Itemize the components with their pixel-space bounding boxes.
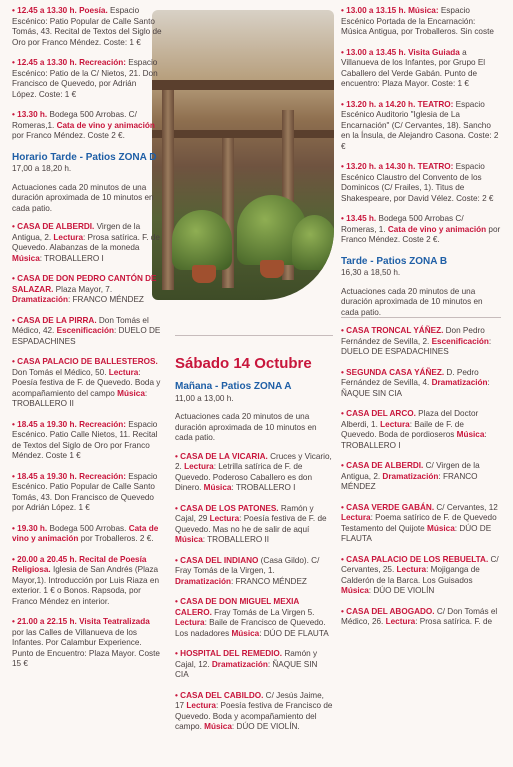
bullet-icon: • — [175, 690, 181, 700]
performance-type: Lectura — [380, 419, 410, 429]
patio-name: CASA DE DON PEDRO CANTÓN DE SALAZAR. — [12, 274, 157, 294]
plant — [172, 210, 232, 270]
bullet-icon: • — [12, 617, 18, 627]
section-hours: 16,30 a 18,50 h. — [341, 268, 401, 278]
music-text: : TROBALLERO I — [341, 430, 487, 450]
patio-name: HOSPITAL DEL REMEDIO. — [180, 649, 283, 659]
entry-tail: por Franco Méndez. Coste 2 €. — [12, 131, 125, 140]
entry-label: Visita Guiada — [408, 47, 460, 57]
bullet-icon: • — [175, 555, 181, 565]
schedule-entry — [341, 100, 501, 153]
entry-time: 13.20 h. a 14.20 h. — [346, 99, 416, 109]
entry-time: 12.45 a 13.30 h. — [17, 6, 77, 15]
music-label: Música — [203, 483, 232, 493]
schedule-entry — [341, 6, 501, 38]
section-hours: 17,00 a 18,20 h. — [12, 164, 72, 174]
patio-name: CASA DE ALBERDI. — [346, 461, 424, 471]
middle-column — [175, 354, 333, 743]
patio-entry — [175, 691, 333, 733]
music-text: : DÚO DE VIOLÍN. — [231, 722, 300, 732]
entry-highlight: Cata de vino y animación — [56, 120, 155, 130]
performance-type: Dramatización — [175, 576, 231, 586]
performance-type: Lectura — [209, 514, 240, 524]
section-intro: Actuaciones cada 20 minutos de una duración aproximada de 10 minutos en cada patio. — [341, 286, 483, 317]
entry-text: Iglesia de San Andrés (Plaza Mayor,1). Introducción por Luis Riaza en exterior. 1 € o Bonos. Rapsoda, por Franco Méndez en interior. — [12, 565, 159, 606]
patio-address: C/ Virgen de la Antigua, 2. — [341, 461, 480, 481]
balcony-beam — [152, 130, 334, 138]
patio-address: C/ Don Tomás el Médico, 26. — [341, 606, 498, 627]
entry-highlight: Cata de vino y animación — [12, 523, 159, 544]
entry-time: 19.30 h. — [17, 523, 48, 533]
music-text: : TROBALLERO I — [39, 253, 104, 263]
performance-type: Lectura — [186, 701, 216, 711]
patio-entry — [341, 409, 501, 451]
plant — [292, 215, 334, 270]
performance-text: : FRANCO MÉNDEZ — [341, 471, 478, 492]
patio-name: CASA DEL INDIANO — [180, 555, 259, 565]
bullet-icon: • — [341, 162, 347, 171]
patio-address: Don Tomás el Médico, 50. — [12, 367, 109, 377]
entry-text: Espacio Escénico Portada de la Encarnación: Música Antigua, por Troballeros. Sin coste — [341, 6, 494, 36]
bullet-icon: • — [12, 315, 18, 325]
performance-type: Dramatización — [211, 659, 268, 669]
divider — [175, 335, 333, 336]
performance-text: : Poesía festiva de F. de Quevedo. Mas no he de salir de aquí — [175, 514, 327, 534]
patio-address: Ramón y Cajal, 29 — [175, 503, 314, 524]
entry-text: Espacio Escénico Claustro del Convento de los Dominicos (C/ Frailes, 1). Titus de Shakespeare, por David Vélez. Coste: 2 € — [341, 162, 494, 203]
entry-label: Recital de Poesía Religiosa. — [12, 554, 147, 575]
entry-tail: por Troballeros. 2 €. — [78, 534, 154, 544]
entry-time: 18.45 a 19.30 h. — [17, 471, 77, 481]
entry-highlight: Cata de vino y animación — [387, 224, 487, 234]
left-column — [12, 6, 162, 680]
bullet-icon: • — [341, 326, 347, 336]
schedule-entry — [12, 555, 162, 608]
entry-label: Recreación: — [79, 58, 126, 67]
schedule-entry — [12, 524, 162, 545]
courtyard-photo — [152, 10, 334, 300]
entry-text: a Villanueva de los Infantes, por Grupo El Caballero del Verde Gabán. Punto de encuentro: Plaza Mayor. Coste: 1 € — [341, 47, 486, 88]
entry-label: TEATRO: — [417, 99, 454, 109]
entry-time: 18.45 a 19.30 h. — [17, 419, 77, 429]
patio-address: Virgen de la Antigua, 2. — [12, 222, 141, 242]
patio-entry — [341, 607, 501, 628]
section-title: Tarde - Patios ZONA B — [341, 255, 448, 267]
entry-label: Visita Teatralizada — [79, 617, 150, 627]
patio-name: CASA TRONCAL YÁÑEZ. — [346, 326, 444, 336]
section-title: Mañana - Patios ZONA A — [175, 381, 292, 393]
patio-address: C/ Cervantes, 25. — [341, 554, 499, 575]
section-hours: 11,00 a 13,00 h. — [175, 393, 234, 403]
performance-text: : DUELO DE ESPADACHINES — [341, 336, 492, 357]
entry-label: Recreación: — [79, 419, 126, 429]
entry-text: Espacio Escénico. Patio Popular de Calle Santo Tomás, 43. Don Francisco de Quevedo por Adrián López. 1 € — [12, 471, 158, 513]
music-text: : DÚO DE FLAUTA — [341, 523, 492, 544]
bullet-icon: • — [175, 503, 181, 513]
bullet-icon: • — [175, 451, 181, 461]
right-column — [341, 6, 501, 638]
performance-text: : Letrilla satírica de F. de Quevedo. Poderoso Caballero es don Dinero. — [175, 462, 313, 493]
bullet-icon: • — [341, 6, 347, 15]
performance-type: Lectura — [175, 618, 205, 628]
entry-text: Bodega 500 Arrobas C/ Romeras, 1. — [341, 214, 464, 234]
music-label: Música — [427, 523, 455, 533]
patio-entry — [341, 461, 501, 493]
patio-name: CASA DE ALBERDI. — [17, 222, 95, 232]
entry-text: Espacio Escénico: Patio Popular de Calle Santo Tomás, 43. Recital de Textos del Siglo de Oro por Franco Méndez. Coste: 1 € — [12, 6, 162, 47]
bullet-icon: • — [12, 58, 18, 67]
bullet-icon: • — [12, 110, 18, 119]
patio-entry — [175, 649, 333, 681]
performance-type: Lectura — [53, 232, 83, 242]
bullet-icon: • — [12, 523, 18, 533]
performance-type: Escenificación — [431, 336, 489, 346]
performance-type: Lectura — [108, 367, 139, 377]
music-label: Música — [175, 535, 203, 545]
performance-text: : FRANCO MÉNDEZ — [67, 295, 144, 305]
schedule-entry — [341, 162, 501, 204]
patio-name: CASA DEL ABOGADO. — [346, 606, 435, 616]
entry-label: TEATRO: — [417, 162, 454, 171]
bullet-icon: • — [341, 409, 347, 419]
patio-address: Ramón y Cajal, 12. — [175, 649, 318, 669]
performance-type: Dramatización — [431, 378, 488, 388]
bullet-icon: • — [341, 367, 347, 377]
patio-entry — [175, 556, 333, 588]
entry-text: Espacio Escénico Auditorio "Iglesia de La Encarnación" (C/ Cervantes, 18). Sancho en la Ínsula, de Alejandro Casona. Coste: 2 € — [341, 99, 499, 151]
performance-type: Lectura — [341, 513, 371, 523]
entry-text: Espacio Escénico: Patio de la C/ Nietos, 21. Don Francisco de Quevedo, por Adrián López. Coste: 1 € — [12, 58, 158, 99]
patio-entry — [12, 274, 162, 306]
performance-text: : DUELO DE ESPADACHINES — [12, 326, 161, 346]
entry-time: 12.45 a 13.30 h. — [17, 58, 77, 67]
music-label: Música — [231, 628, 260, 638]
flower-pot — [192, 265, 216, 283]
entry-time: 20.00 a 20.45 h. — [17, 554, 77, 564]
bullet-icon: • — [12, 274, 18, 284]
schedule-entry — [12, 6, 162, 48]
music-text: : TROBALLERO II — [202, 535, 270, 545]
performance-text: : Poema satírico de F. de Quevedo Testamento del Quijote — [341, 513, 497, 533]
bullet-icon: • — [341, 461, 347, 471]
performance-text: : ÑAQUE SIN CIA — [175, 659, 318, 680]
performance-text: : Baile de F. de Quevedo. Boda de pordioseros — [341, 419, 464, 440]
music-text: : TROBALLERO II — [12, 388, 148, 409]
performance-type: Lectura — [396, 565, 427, 575]
performance-type: Escenificación — [56, 326, 114, 336]
entry-text: Bodega 500 Arrobas. C/ Romeras,1. — [12, 110, 137, 130]
entry-label: Poesía. — [79, 6, 108, 15]
section-intro: Actuaciones cada 20 minutos de una duración aproximada de 10 minutos en cada patio. — [12, 182, 154, 213]
patio-entry — [175, 597, 333, 639]
performance-text: : Poesía festiva de F. de Quevedo. Boda y acompañamiento del campo — [12, 367, 161, 398]
performance-text: : Prosa satírica. F. de — [415, 617, 493, 627]
section-intro: Actuaciones cada 20 minutos de una duración aproximada de 10 minutos en cada patio. — [175, 412, 317, 443]
entry-tail: por Franco Méndez. Coste 2 €. — [341, 224, 501, 244]
schedule-entry — [12, 420, 162, 462]
patio-address: Don Pedro Fernández de Sevilla, 2. — [341, 326, 485, 346]
entry-time: 13.00 a 13.45 h. — [346, 47, 406, 57]
patio-name: CASA DE LA PIRRA. — [17, 315, 97, 325]
patio-name: CASA VERDE GABÁN. — [346, 502, 435, 512]
music-label: Música — [204, 722, 232, 732]
schedule-entry — [341, 48, 501, 90]
bullet-icon: • — [12, 554, 18, 564]
music-label: Música — [117, 388, 145, 398]
patio-entry — [12, 357, 162, 410]
patio-address: Plaza del Doctor Alberdi, 1. — [341, 409, 479, 429]
patio-name: CASA PALACIO DE BALLESTEROS. — [17, 357, 158, 367]
performance-text: : FRANCO MÉNDEZ — [230, 576, 307, 586]
patio-entry — [12, 316, 162, 348]
patio-name: CASA DEL ARCO. — [346, 409, 416, 419]
performance-text: : Poesía festiva de Francisco de Quevedo. Boda y acompañamiento del campo. — [175, 701, 333, 732]
schedule-entry — [341, 214, 501, 246]
patio-name: CASA DE LA VICARIA. — [180, 451, 268, 461]
patio-address: C/ Cervantes, 12 — [434, 502, 498, 512]
patio-name: CASA PALACIO DE LOS REBUELTA. — [346, 554, 489, 564]
patio-address: Fray Tomás de La Virgen 5. — [211, 607, 315, 617]
patio-entry — [175, 504, 333, 546]
bullet-icon: • — [12, 6, 18, 15]
patio-name: CASA DEL CABILDO. — [180, 690, 264, 700]
music-text: : DÚO DE VIOLÍN — [368, 586, 435, 596]
entry-text: Bodega 500 Arrobas. — [47, 523, 129, 533]
music-label: Música — [12, 253, 40, 263]
entry-time: 13.20 h. a 14.30 h. — [346, 162, 416, 171]
entry-time: 13.30 h. — [17, 110, 48, 119]
schedule-entry — [12, 617, 162, 670]
bullet-icon: • — [12, 357, 18, 367]
music-label: Música — [456, 430, 485, 440]
entry-label: Música: — [408, 6, 439, 15]
entry-time: 13.00 a 13.15 h. — [346, 6, 406, 15]
patio-address: D. Pedro Fernández de Sevilla, 4. — [341, 367, 479, 388]
section-title: Horario Tarde - Patios ZONA D — [12, 151, 157, 163]
patio-name: SEGUNDA CASA YÁÑEZ. — [346, 367, 445, 377]
entry-label: Recreación: — [79, 471, 126, 481]
bullet-icon: • — [341, 554, 347, 564]
schedule-entry — [12, 58, 162, 100]
day-title: Sábado 14 Octubre — [175, 355, 312, 372]
bullet-icon: • — [12, 419, 18, 429]
performance-text: : ÑAQUE SIN CIA — [341, 378, 490, 398]
music-text: : TROBALLERO I — [231, 483, 296, 493]
entry-time: 13.45 h. — [346, 214, 377, 223]
bullet-icon: • — [175, 597, 181, 607]
patio-entry — [341, 555, 501, 597]
performance-text: : Mojiganga de Calderón de la Barca. Los Guisados — [341, 565, 480, 585]
patio-entry — [12, 222, 162, 264]
bullet-icon: • — [12, 471, 18, 481]
patio-address: Plaza Mayor, 7. — [53, 284, 113, 294]
performance-type: Dramatización — [382, 471, 439, 481]
flower-pot — [260, 260, 284, 278]
schedule-entry — [12, 110, 162, 142]
patio-name: CASA DE DON MIGUEL MEXIA CALERO. — [175, 597, 300, 617]
patio-entry — [175, 452, 333, 494]
performance-type: Dramatización — [12, 295, 68, 305]
balcony-beam — [152, 80, 334, 90]
bullet-icon: • — [341, 502, 347, 512]
performance-type: Lectura — [385, 617, 416, 627]
entry-text: por las Calles de Villanueva de los Infantes. Por Calambur Experience. Punto de Encuentro: Plaza Mayor. Coste 15 € — [12, 627, 160, 669]
schedule-entry — [12, 472, 162, 514]
bullet-icon: • — [12, 222, 18, 232]
patio-address: (Casa Gildo). C/ Fray Tomás de la Virgen, 1. — [175, 555, 320, 576]
patio-entry — [341, 326, 501, 358]
performance-text: : Baile de Francisco de Quevedo. Los nadadores — [175, 618, 326, 638]
patio-entry — [341, 503, 501, 545]
bullet-icon: • — [341, 99, 347, 109]
entry-time: 21.00 a 22.15 h. — [17, 617, 77, 627]
bullet-icon: • — [341, 214, 347, 223]
performance-type: Lectura — [184, 462, 214, 472]
music-text: : DÚO DE FLAUTA — [259, 628, 329, 638]
patio-address: Don Tomás el Médico, 42. — [12, 315, 149, 336]
entry-text: Espacio Escénico. Patio Calle Nietos, 11. Recital de Textos del Siglo de Oro por Franco Méndez. Coste 1 € — [12, 419, 158, 461]
music-label: Música — [341, 586, 369, 596]
bullet-icon: • — [175, 649, 181, 659]
patio-name: CASA DE LOS PATONES. — [180, 503, 279, 513]
performance-text: : Prosa satírica. F. de Quevedo. Alabanzas de la moneda — [12, 232, 160, 253]
patio-address: C/ Jesús Jaime, 17 — [175, 690, 324, 711]
patio-entry — [341, 368, 501, 400]
bullet-icon: • — [341, 606, 347, 616]
patio-address: Cruces y Vicario, 2. — [175, 451, 332, 472]
bullet-icon: • — [341, 47, 347, 57]
